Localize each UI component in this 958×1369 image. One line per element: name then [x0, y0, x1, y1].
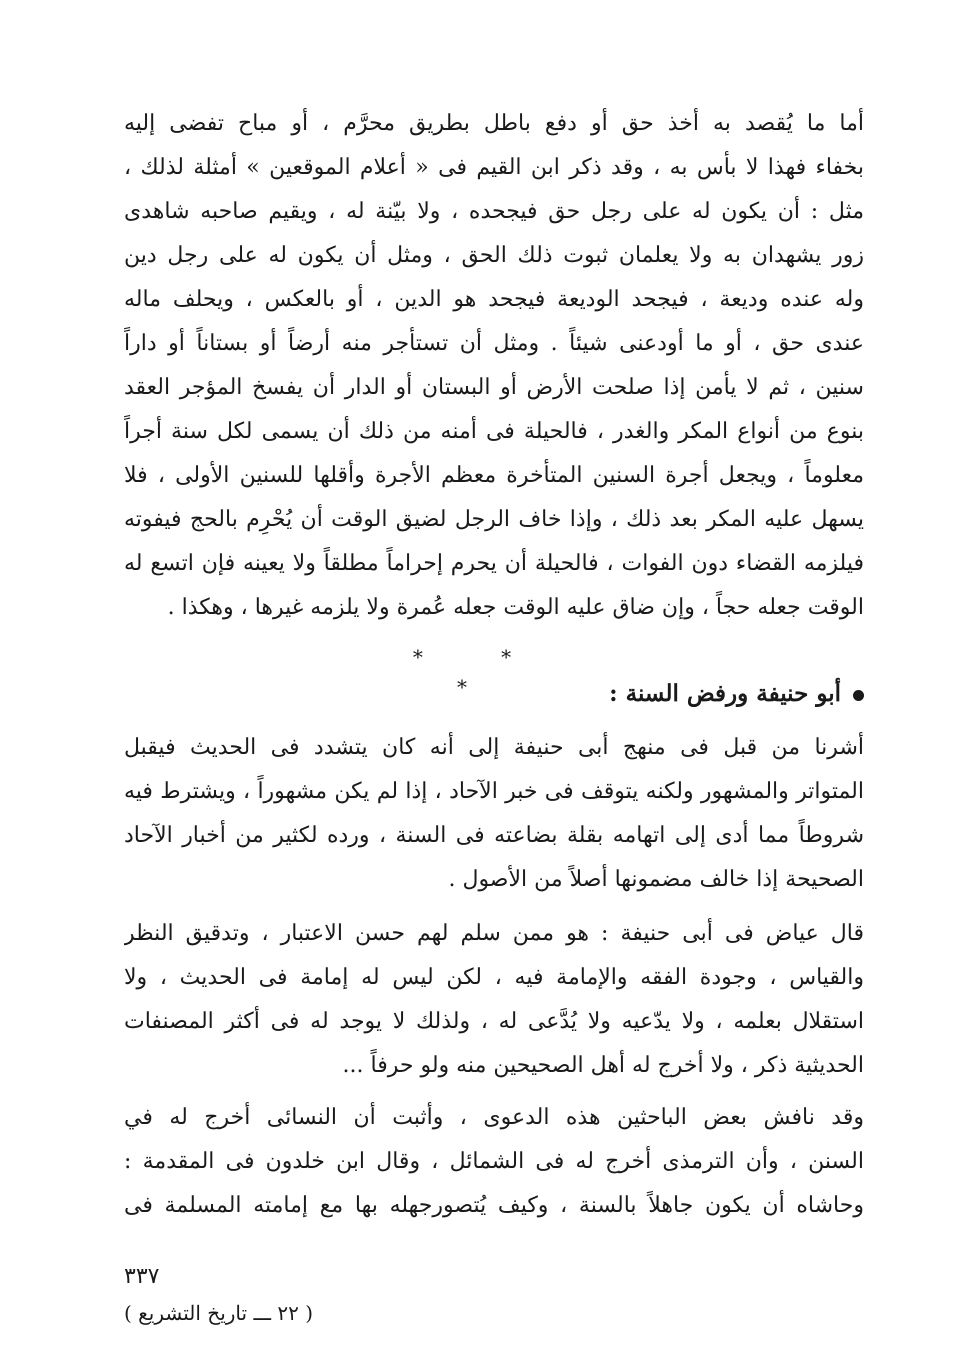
text-line: وله عنده وديعة ، فيجحد الوديعة فيجحد هو الدين ، أو بالعكس ، ويحلف ماله [124, 287, 864, 312]
paragraph-2 [124, 726, 864, 902]
text-line: سنين ، ثم لا يأمن إذا صلحت الأرض أو البستان أو الدار أن يفسخ المؤجر العقد [124, 375, 864, 400]
section-heading [124, 672, 864, 716]
text-line: وقد نافش بعض الباحثين هذه الدعوى ، وأثبت أن النسائى أخرج له في [124, 1105, 864, 1130]
text-line: السنن ، وأن الترمذى أخرج له فى الشمائل ، وقال ابن خلدون فى المقدمة : [124, 1149, 864, 1174]
text-line: والقياس ، وجودة الفقه والإمامة فيه ، لكن ليس له إمامة فى الحديث ، ولا [124, 965, 864, 990]
section-heading-text: أبو حنيفة ورفض السنة : [609, 680, 841, 707]
text-line: أما ما يُقصد به أخذ حق أو دفع باطل بطريق محرَّم ، أو مباح تفضى إليه [124, 111, 864, 136]
text-line: زور يشهدان به ولا يعلمان ثبوت ذلك الحق ، ومثل أن يكون له على رجل دين [124, 243, 864, 268]
text-line: المتواتر والمشهور ولكنه يتوقف فى خبر الآحاد ، إذا لم يكن مشهوراً ، ويشترط فيه [124, 779, 864, 804]
text-line: عندى حق ، أو ما أودعنى شيئاً . ومثل أن تستأجر منه أرضاً أو بستاناً أو داراً [124, 331, 864, 356]
text-line: بنوع من أنواع المكر والغدر ، فالحيلة فى أمنه من ذلك أن يسمى لكل سنة أجراً [124, 419, 864, 444]
paragraph-1 [124, 102, 864, 630]
text-line: الوقت جعله حجاً ، وإن ضاق عليه الوقت جعله عُمرة ولا يلزمه غيرها ، وهكذا . [167, 595, 864, 620]
text-line: الحديثية ذكر ، ولا أخرج له أهل الصحيحين منه ولو حرفاً ... [342, 1053, 864, 1078]
text-line: فيلزمه القضاء دون الفوات ، فالحيلة أن يحرم إحراماً مطلقاً ولا يعينه فإن اتسع له [124, 551, 864, 576]
paragraph-3 [124, 912, 864, 1088]
text-line: معلوماً ، ويجعل أجرة السنين المتأخرة معظم الأجرة وأقلها للسنين الأولى ، فلا [124, 463, 864, 488]
bullet-icon [853, 690, 864, 701]
page-number: ٣٣٧ [124, 1264, 160, 1289]
text-line: شروطاً مما أدى إلى اتهامه بقلة بضاعته فى السنة ، ورده لكثير من أخبار الآحاد [124, 823, 864, 848]
section-separator: * * * [412, 645, 548, 699]
text-line: مثل : أن يكون له على رجل حق فيجحده ، ولا بيّنة له ، ويقيم صاحبه شاهدى [124, 199, 864, 224]
text-line: استقلال بعلمه ، ولا يدّعيه ولا يُدَّعى له ، ولذلك لا يوجد له فى أكثر المصنفات [124, 1009, 864, 1034]
text-line: الصحيحة إذا خالف مضمونها أصلاً من الأصول . [448, 867, 864, 892]
text-line: قال عياض فى أبى حنيفة : هو ممن سلم لهم حسن الاعتبار ، وتدقيق النظر [124, 921, 864, 946]
text-line: يسهل عليه المكر بعد ذلك ، وإذا خاف الرجل لضيق الوقت أن يُحْرِم بالحج فيفوته [124, 507, 864, 532]
signature-footer: ( ٢٢ ـــ تاريخ التشريع ) [124, 1301, 314, 1325]
text-line: أشرنا من قبل فى منهج أبى حنيفة إلى أنه كان يتشدد فى الحديث فيقبل [124, 735, 864, 760]
text-line: وحاشاه أن يكون جاهلاً بالسنة ، وكيف يُتصورجهله بها مع إمامته المسلمة فى [124, 1193, 864, 1218]
paragraph-4 [124, 1096, 864, 1228]
text-line: بخفاء فهذا لا بأس به ، وقد ذكر ابن القيم فى « أعلام الموقعين » أمثلة لذلك ، [124, 155, 864, 180]
